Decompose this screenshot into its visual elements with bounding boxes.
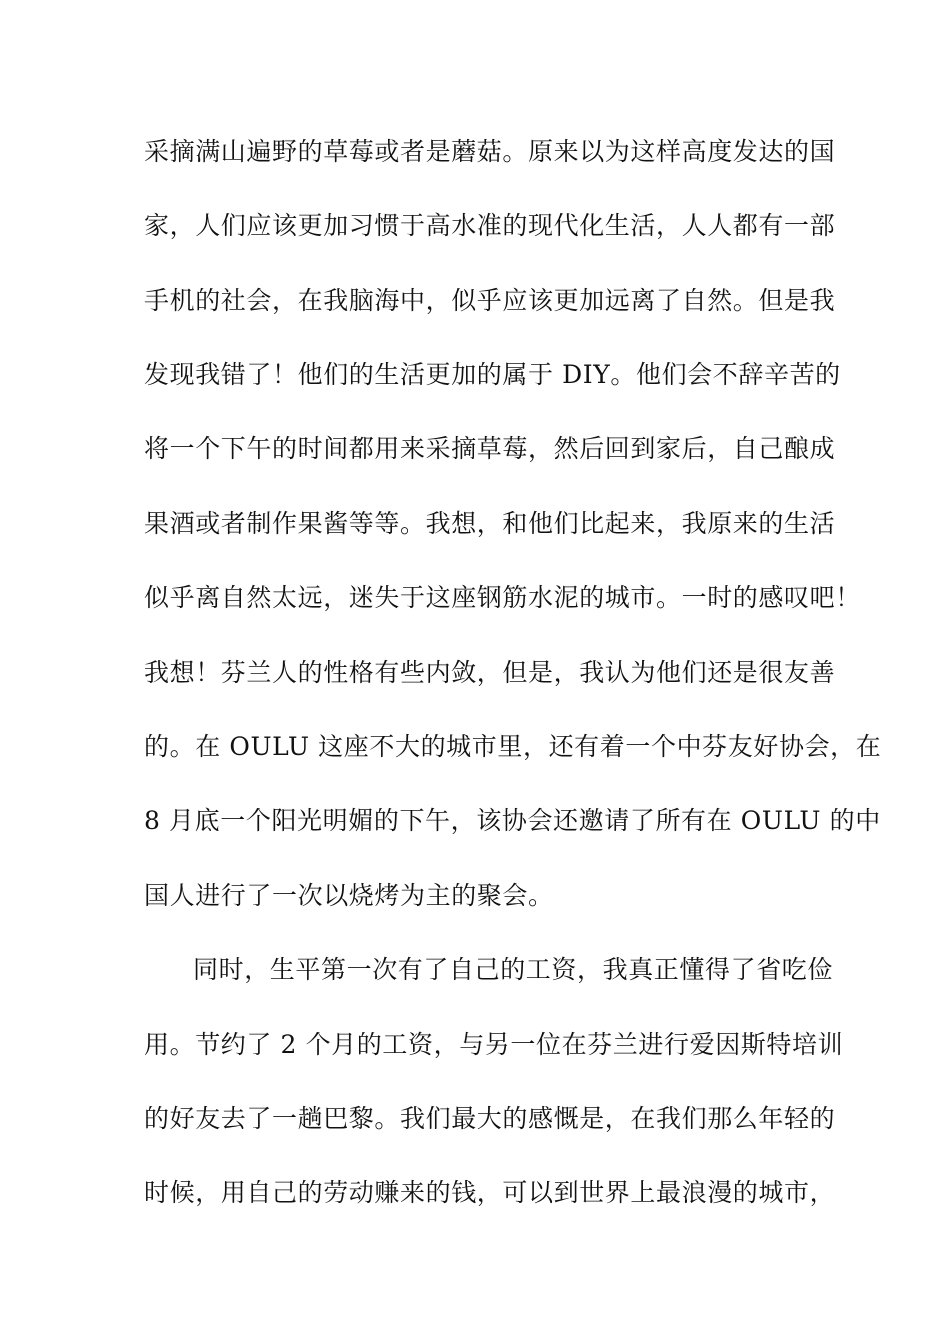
text-line: 手机的社会，在我脑海中，似乎应该更加远离了自然。但是我	[144, 286, 836, 315]
text-line: 我想！芬兰人的性格有些内敛，但是，我认为他们还是很友善	[144, 658, 836, 687]
text-line: 似乎离自然太远，迷失于这座钢筋水泥的城市。一时的感叹吧！	[144, 583, 861, 612]
text-line: 8 月底一个阳光明媚的下午，该协会还邀请了所有在 OULU 的中	[144, 806, 881, 835]
text-line: 将一个下午的时间都用来采摘草莓，然后回到家后，自己酿成	[144, 434, 836, 463]
text-line: 国人进行了一次以烧烤为主的聚会。	[144, 881, 554, 910]
paragraph-first-line: 同时，生平第一次有了自己的工资，我真正懂得了省吃俭	[193, 955, 834, 984]
text-line: 用。节约了 2 个月的工资，与另一位在芬兰进行爱因斯特培训	[144, 1030, 844, 1059]
text-line: 采摘满山遍野的草莓或者是蘑菇。原来以为这样高度发达的国	[144, 137, 836, 166]
text-line: 果酒或者制作果酱等等。我想，和他们比起来，我原来的生活	[144, 509, 836, 538]
text-line: 家，人们应该更加习惯于高水准的现代化生活，人人都有一部	[144, 211, 836, 240]
text-line: 的好友去了一趟巴黎。我们最大的感慨是，在我们那么年轻的	[144, 1104, 836, 1133]
text-line: 发现我错了！他们的生活更加的属于 DIY。他们会不辞辛苦的	[144, 360, 841, 389]
text-line: 时候，用自己的劳动赚来的钱，可以到世界上最浪漫的城市，	[144, 1178, 836, 1207]
text-line: 的。在 OULU 这座不大的城市里，还有着一个中芬友好协会，在	[144, 732, 882, 761]
